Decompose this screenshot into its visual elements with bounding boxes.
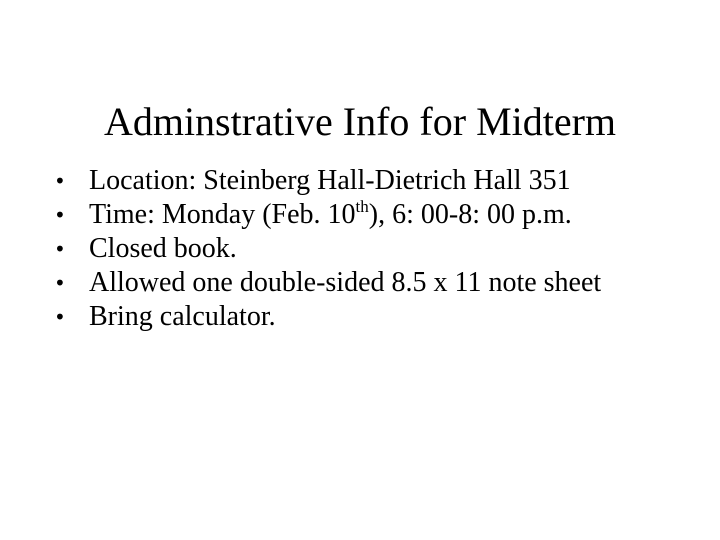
bullet-list	[54, 164, 674, 334]
bullet-dot-icon: •	[54, 203, 66, 227]
bullet-dot-icon: •	[54, 169, 66, 193]
bullet-text: Location: Steinberg Hall-Dietrich Hall 351	[89, 165, 571, 196]
bullet-item-note-sheet	[54, 266, 674, 300]
bullet-dot-icon: •	[54, 305, 66, 329]
bullet-text: Closed book.	[89, 233, 237, 264]
bullet-item-location	[54, 164, 674, 198]
bullet-text-after: ), 6: 00-8: 00 p.m.	[368, 199, 572, 230]
bullet-text: Bring calculator.	[89, 301, 276, 332]
bullet-dot-icon: •	[54, 271, 66, 295]
bullet-text: Allowed one double-sided 8.5 x 11 note sheet	[89, 267, 602, 298]
ordinal-suffix: th	[355, 197, 369, 216]
bullet-item-time	[54, 198, 674, 232]
slide-title: Adminstrative Info for Midterm	[103, 99, 617, 144]
bullet-item-calculator	[54, 300, 674, 334]
bullet-text-before: Time: Monday (Feb. 10	[89, 199, 356, 230]
bullet-dot-icon: •	[54, 237, 66, 261]
bullet-item-closed-book	[54, 232, 674, 266]
